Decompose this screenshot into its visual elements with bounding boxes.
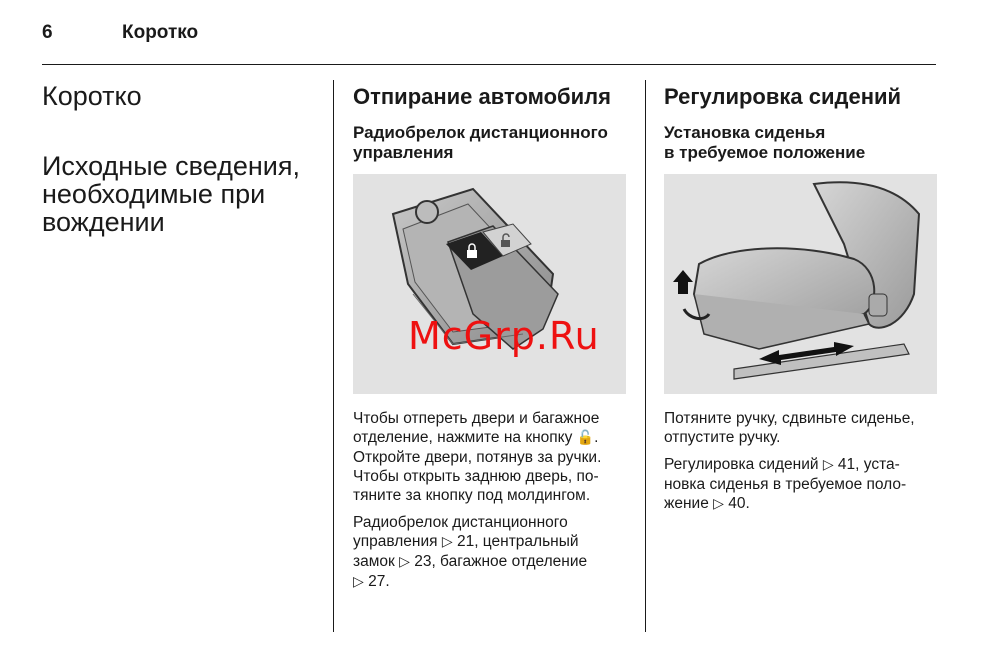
subheading-seat-position [664, 123, 964, 163]
watermark-text: McGrp.Ru [408, 314, 600, 358]
unlock-instructions [353, 409, 638, 600]
reference-arrow-icon: ▷ [713, 496, 724, 512]
text-line: новка сиденья в требуемое поло- [664, 476, 907, 493]
seat-illustration [664, 174, 937, 394]
subheading-line: Установка сиденья [664, 123, 826, 142]
text-line: 41, уста- [837, 456, 900, 473]
text-line: тяните за кнопку под молдингом. [353, 487, 591, 504]
seat-instructions [664, 409, 954, 522]
up-arrow-icon [673, 270, 693, 294]
seat-drawing [664, 174, 937, 394]
key-fob-drawing [353, 174, 626, 394]
column-title-unlock: Отпирание автомобиля [353, 84, 611, 109]
text-line: отделение, нажмите на кнопку [353, 429, 573, 446]
text-line: замок [353, 553, 395, 570]
column-divider-1 [333, 80, 334, 632]
text-line: 27. [368, 573, 390, 590]
section-subtitle: Исходные сведения, необходимые при вождении [42, 151, 300, 237]
text-line: Радиобрелок дистанционного [353, 514, 568, 531]
page-number: 6 [42, 22, 53, 43]
subheading-line: в требуемое положение [664, 143, 866, 162]
running-title: Коротко [122, 22, 199, 43]
reference-arrow-icon: ▷ [353, 574, 364, 590]
text-line: . [594, 429, 599, 446]
text-line: управления [353, 533, 438, 550]
text-line: Чтобы отпереть двери и багажное [353, 410, 600, 427]
column-title-seats: Регулировка сидений [664, 84, 902, 109]
text-line: Регулировка сидений [664, 456, 819, 473]
subheading-remote: Радиобрелок дистанционного управления [353, 123, 608, 162]
header-rule [42, 64, 936, 65]
text-line: 40. [728, 495, 750, 512]
key-ring-icon [416, 201, 438, 223]
section-title: Коротко [42, 81, 142, 111]
text-line: 23, багажное отделение [414, 553, 588, 570]
reference-arrow-icon: ▷ [441, 534, 453, 550]
text-line: Чтобы открыть заднюю дверь, по- [353, 468, 599, 485]
reference-arrow-icon: ▷ [399, 554, 410, 570]
text-line: Потяните ручку, сдвиньте сиденье, [664, 410, 915, 427]
text-line: 21, центральный [456, 533, 579, 550]
text-line: Откройте двери, потянув за ручки. [353, 449, 602, 466]
key-fob-illustration [353, 174, 626, 394]
column-divider-2 [645, 80, 646, 632]
unlock-icon: 🔓 [576, 430, 595, 446]
text-line: отпустите ручку. [664, 429, 781, 446]
reference-arrow-icon: ▷ [822, 457, 834, 473]
text-line: жение [664, 495, 709, 512]
